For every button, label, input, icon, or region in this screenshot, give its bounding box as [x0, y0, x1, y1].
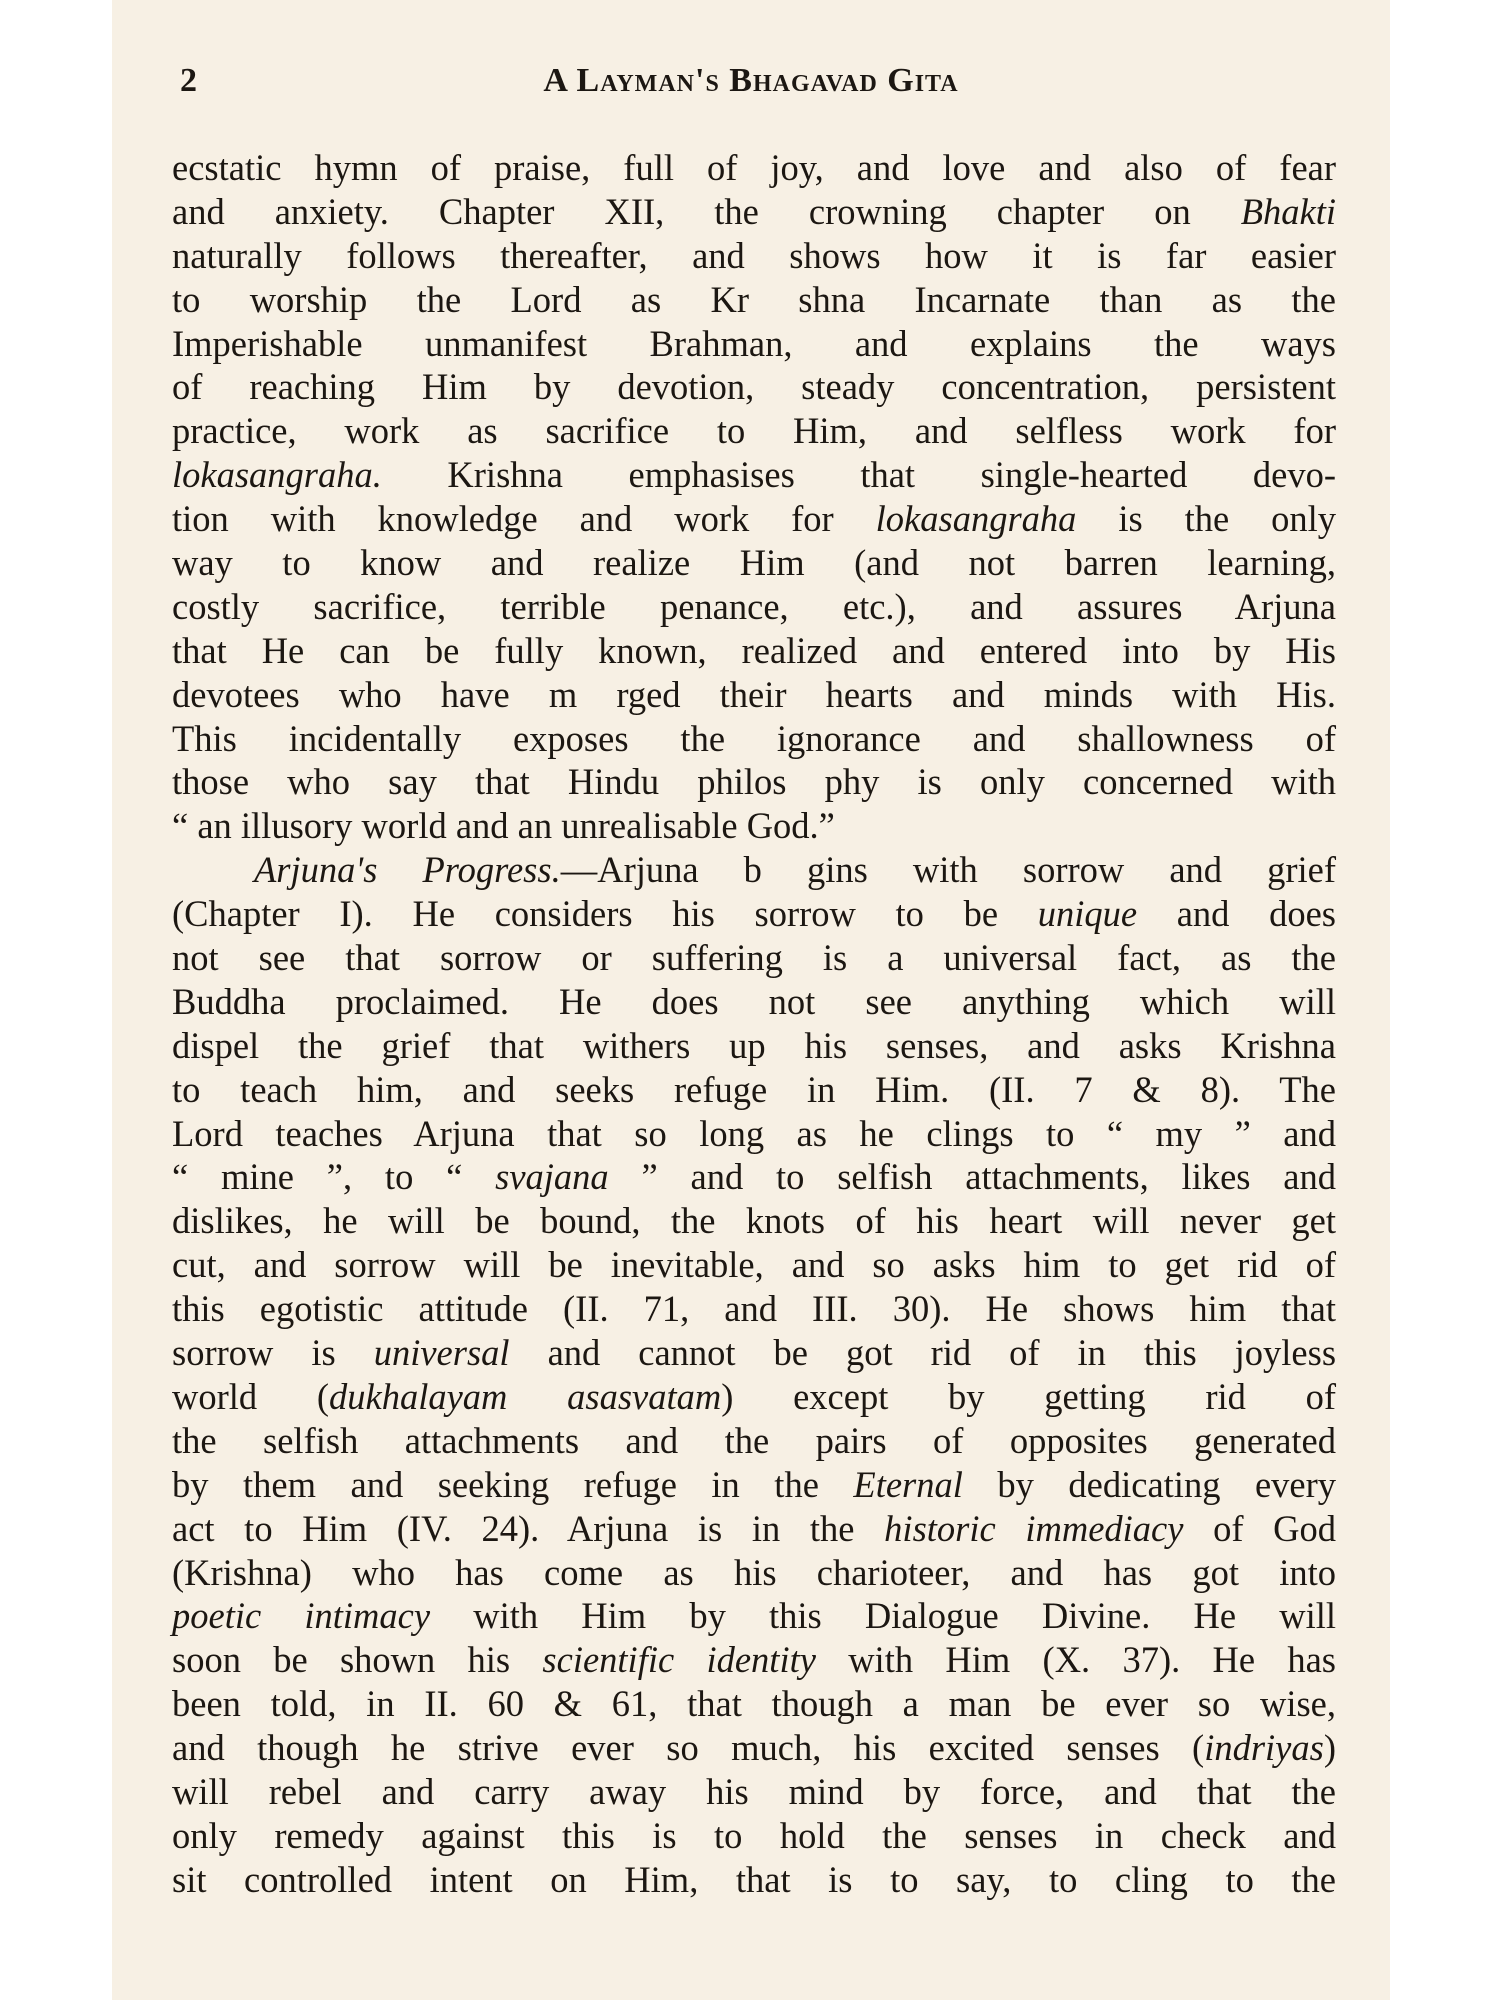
text-line: those who say that Hindu philos phy is only concerned with [172, 761, 1336, 803]
text-line: of reaching Him by devotion, steady concentration, persistent [172, 366, 1336, 408]
text-line: and anxiety. Chapter XII, the crowning chapter on Bhakti [172, 190, 1337, 232]
paragraph-2 [172, 848, 1336, 1901]
body-text [172, 146, 1336, 1902]
text-line: costly sacrifice, terrible penance, etc.), and assures Arjuna [172, 585, 1336, 627]
text-line: Buddha proclaimed. He does not see anything which will [172, 980, 1336, 1022]
paragraph-1 [172, 146, 1336, 848]
text-line: sorrow is universal and cannot be got rid of in this joyless [172, 1332, 1337, 1374]
text-line: to worship the Lord as Kr shna Incarnate than as the [172, 278, 1336, 320]
text-line: been told, in II. 60 & 61, that though a man be ever so wise, [172, 1683, 1336, 1725]
text-line: act to Him (IV. 24). Arjuna is in the historic immediacy of God [172, 1507, 1337, 1549]
text-line: dislikes, he will be bound, the knots of his heart will never get [172, 1200, 1336, 1242]
text-line: Arjuna's Progress.—Arjuna b gins with sorrow and grief [254, 849, 1336, 891]
text-line: naturally follows thereafter, and shows how it is far easier [172, 234, 1336, 276]
text-line: this egotistic attitude (II. 71, and III. 30). He shows him that [172, 1288, 1336, 1330]
text-line: not see that sorrow or suffering is a universal fact, as the [172, 937, 1336, 979]
text-line: tion with knowledge and work for lokasangraha is the only [172, 498, 1337, 540]
text-line: way to know and realize Him (and not barren learning, [172, 542, 1336, 584]
text-line: to teach him, and seeks refuge in Him. (II. 7 & 8). The [172, 1068, 1336, 1110]
page-header [180, 62, 1322, 112]
text-line: only remedy against this is to hold the senses in check and [172, 1814, 1336, 1856]
text-line: soon be shown his scientific identity with Him (X. 37). He has [172, 1639, 1336, 1681]
text-line: the selfish attachments and the pairs of opposites generated [172, 1419, 1336, 1461]
text-line: Lord teaches Arjuna that so long as he clings to “ my ” and [172, 1112, 1336, 1154]
text-line: Imperishable unmanifest Brahman, and explains the ways [172, 322, 1336, 364]
text-line: by them and seeking refuge in the Eternal by dedicating every [172, 1463, 1337, 1505]
page-number: 2 [180, 62, 197, 99]
text-line: This incidentally exposes the ignorance and shallowness of [172, 717, 1336, 759]
text-line: devotees who have m rged their hearts and minds with His. [172, 673, 1336, 715]
text-line: and though he strive ever so much, his excited senses (indriyas) [172, 1727, 1336, 1769]
text-line: (Krishna) who has come as his charioteer, and has got into [172, 1551, 1336, 1593]
paragraph-heading: Arjuna's Progress. [254, 849, 561, 891]
text-line: ecstatic hymn of praise, full of joy, and love and also of fear [172, 147, 1336, 188]
text-line: world (dukhalayam asasvatam) except by getting rid of [172, 1375, 1336, 1417]
text-line: practice, work as sacrifice to Him, and selfless work for [172, 410, 1336, 452]
text-line: “ mine ”, to “ svajana ” and to selfish attachments, likes and [172, 1156, 1337, 1198]
text-line: that He can be fully known, realized and entered into by His [172, 629, 1336, 671]
text-line: dispel the grief that withers up his senses, and asks Krishna [172, 1024, 1336, 1066]
text-line: sit controlled intent on Him, that is to say, to cling to the [172, 1858, 1336, 1900]
text-line: cut, and sorrow will be inevitable, and so asks him to get rid of [172, 1244, 1336, 1286]
text-line: “ an illusory world and an unrealisable God.” [172, 805, 835, 847]
text-line: will rebel and carry away his mind by force, and that the [172, 1770, 1336, 1812]
text-line: (Chapter I). He considers his sorrow to be unique and does [172, 893, 1337, 935]
running-title: A Layman's Bhagavad Gita [543, 62, 959, 99]
text-line: lokasangraha. Krishna emphasises that single-hearted devo- [172, 454, 1336, 496]
book-page [112, 0, 1390, 2000]
text-line: poetic intimacy with Him by this Dialogue Divine. He will [172, 1595, 1337, 1637]
